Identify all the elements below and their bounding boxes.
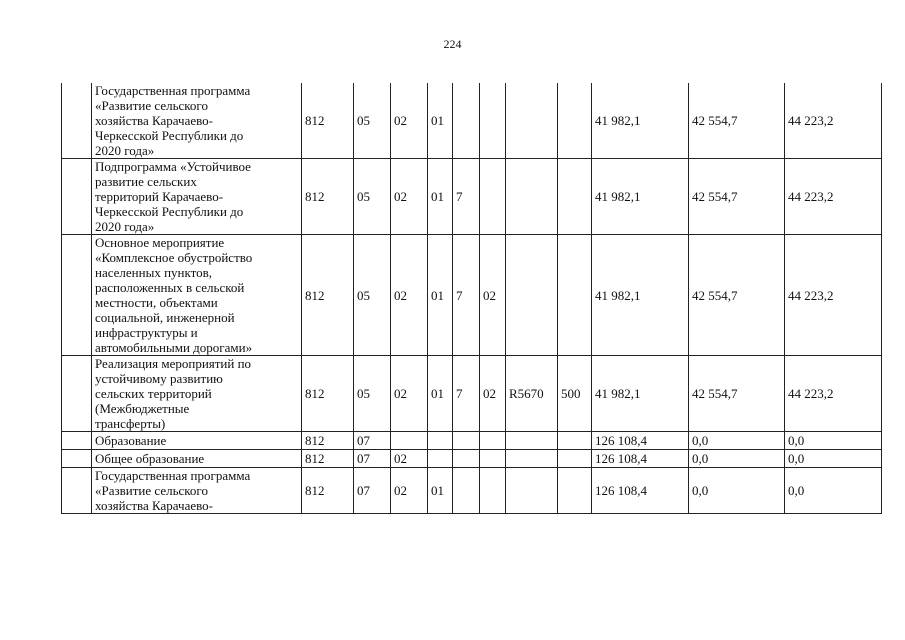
cell-subprogram: 7 (453, 235, 480, 356)
cell-year2: 42 554,7 (689, 83, 785, 159)
cell-subsection: 02 (391, 235, 428, 356)
cell-subsection: 02 (391, 468, 428, 514)
cell-section: 05 (354, 235, 391, 356)
cell-year3: 44 223,2 (785, 356, 882, 432)
cell-ministry: 812 (302, 83, 354, 159)
cell-year1: 126 108,4 (592, 432, 689, 450)
cell-year3: 0,0 (785, 450, 882, 468)
cell-ministry: 812 (302, 235, 354, 356)
cell-year3: 44 223,2 (785, 159, 882, 235)
cell-year2: 0,0 (689, 468, 785, 514)
cell-name: Государственная программа «Развитие сельского хозяйства Карачаево- (92, 468, 302, 514)
cell-main-event: 02 (480, 356, 506, 432)
cell-expense-type (558, 450, 592, 468)
cell-subprogram (453, 83, 480, 159)
table-row (62, 159, 882, 235)
cell-name: Подпрограмма «Устойчивое развитие сельских территорий Карачаево- Черкесской Республики до 2020 года» (92, 159, 302, 235)
cell-main-event (480, 432, 506, 450)
cell-direction (506, 450, 558, 468)
cell-blank (62, 159, 92, 235)
table-row (62, 83, 882, 159)
cell-blank (62, 356, 92, 432)
cell-expense-type (558, 432, 592, 450)
cell-blank (62, 468, 92, 514)
cell-year1: 126 108,4 (592, 450, 689, 468)
cell-subsection: 02 (391, 356, 428, 432)
table-row (62, 450, 882, 468)
cell-ministry: 812 (302, 432, 354, 450)
cell-year2: 42 554,7 (689, 356, 785, 432)
cell-direction (506, 159, 558, 235)
cell-section: 05 (354, 356, 391, 432)
cell-ministry: 812 (302, 159, 354, 235)
cell-blank (62, 235, 92, 356)
cell-program (428, 432, 453, 450)
cell-main-event (480, 468, 506, 514)
cell-ministry: 812 (302, 356, 354, 432)
cell-direction: R5670 (506, 356, 558, 432)
cell-expense-type (558, 159, 592, 235)
cell-program: 01 (428, 356, 453, 432)
cell-expense-type (558, 468, 592, 514)
cell-section: 07 (354, 468, 391, 514)
cell-ministry: 812 (302, 468, 354, 514)
cell-blank (62, 83, 92, 159)
cell-program: 01 (428, 235, 453, 356)
cell-name: Государственная программа «Развитие сельского хозяйства Карачаево- Черкесской Республики до 2020 года» (92, 83, 302, 159)
cell-expense-type (558, 235, 592, 356)
cell-ministry: 812 (302, 450, 354, 468)
table-row (62, 356, 882, 432)
cell-year2: 0,0 (689, 432, 785, 450)
cell-direction (506, 432, 558, 450)
cell-program: 01 (428, 83, 453, 159)
cell-section: 05 (354, 159, 391, 235)
cell-year2: 0,0 (689, 450, 785, 468)
page-number: 224 (443, 37, 462, 51)
cell-subprogram (453, 450, 480, 468)
cell-main-event (480, 159, 506, 235)
cell-subsection: 02 (391, 159, 428, 235)
cell-expense-type: 500 (558, 356, 592, 432)
cell-blank (62, 432, 92, 450)
cell-section: 05 (354, 83, 391, 159)
cell-section: 07 (354, 450, 391, 468)
cell-expense-type (558, 83, 592, 159)
cell-section: 07 (354, 432, 391, 450)
cell-main-event (480, 83, 506, 159)
cell-main-event: 02 (480, 235, 506, 356)
cell-program (428, 450, 453, 468)
cell-year1: 41 982,1 (592, 356, 689, 432)
cell-direction (506, 468, 558, 514)
table-row (62, 235, 882, 356)
cell-year1: 41 982,1 (592, 83, 689, 159)
cell-year1: 126 108,4 (592, 468, 689, 514)
cell-name: Основное мероприятие «Комплексное обустройство населенных пунктов, расположенных в сельской местности, объектами социальной, инженерной инфраструктуры и автомобильными дорогами» (92, 235, 302, 356)
cell-year2: 42 554,7 (689, 159, 785, 235)
cell-subsection: 02 (391, 83, 428, 159)
cell-main-event (480, 450, 506, 468)
cell-year2: 42 554,7 (689, 235, 785, 356)
cell-direction (506, 83, 558, 159)
table-row (62, 432, 882, 450)
cell-year1: 41 982,1 (592, 235, 689, 356)
cell-subprogram: 7 (453, 356, 480, 432)
cell-program: 01 (428, 468, 453, 514)
cell-subsection (391, 432, 428, 450)
cell-year3: 44 223,2 (785, 83, 882, 159)
cell-year3: 0,0 (785, 468, 882, 514)
budget-table (61, 83, 882, 514)
cell-subprogram (453, 468, 480, 514)
cell-name: Образование (92, 432, 302, 450)
cell-direction (506, 235, 558, 356)
cell-blank (62, 450, 92, 468)
cell-subprogram: 7 (453, 159, 480, 235)
cell-program: 01 (428, 159, 453, 235)
table-row (62, 468, 882, 514)
cell-year3: 44 223,2 (785, 235, 882, 356)
cell-year1: 41 982,1 (592, 159, 689, 235)
cell-year3: 0,0 (785, 432, 882, 450)
cell-subprogram (453, 432, 480, 450)
cell-name: Реализация мероприятий по устойчивому развитию сельских территорий (Межбюджетные трансферты) (92, 356, 302, 432)
cell-subsection: 02 (391, 450, 428, 468)
cell-name: Общее образование (92, 450, 302, 468)
